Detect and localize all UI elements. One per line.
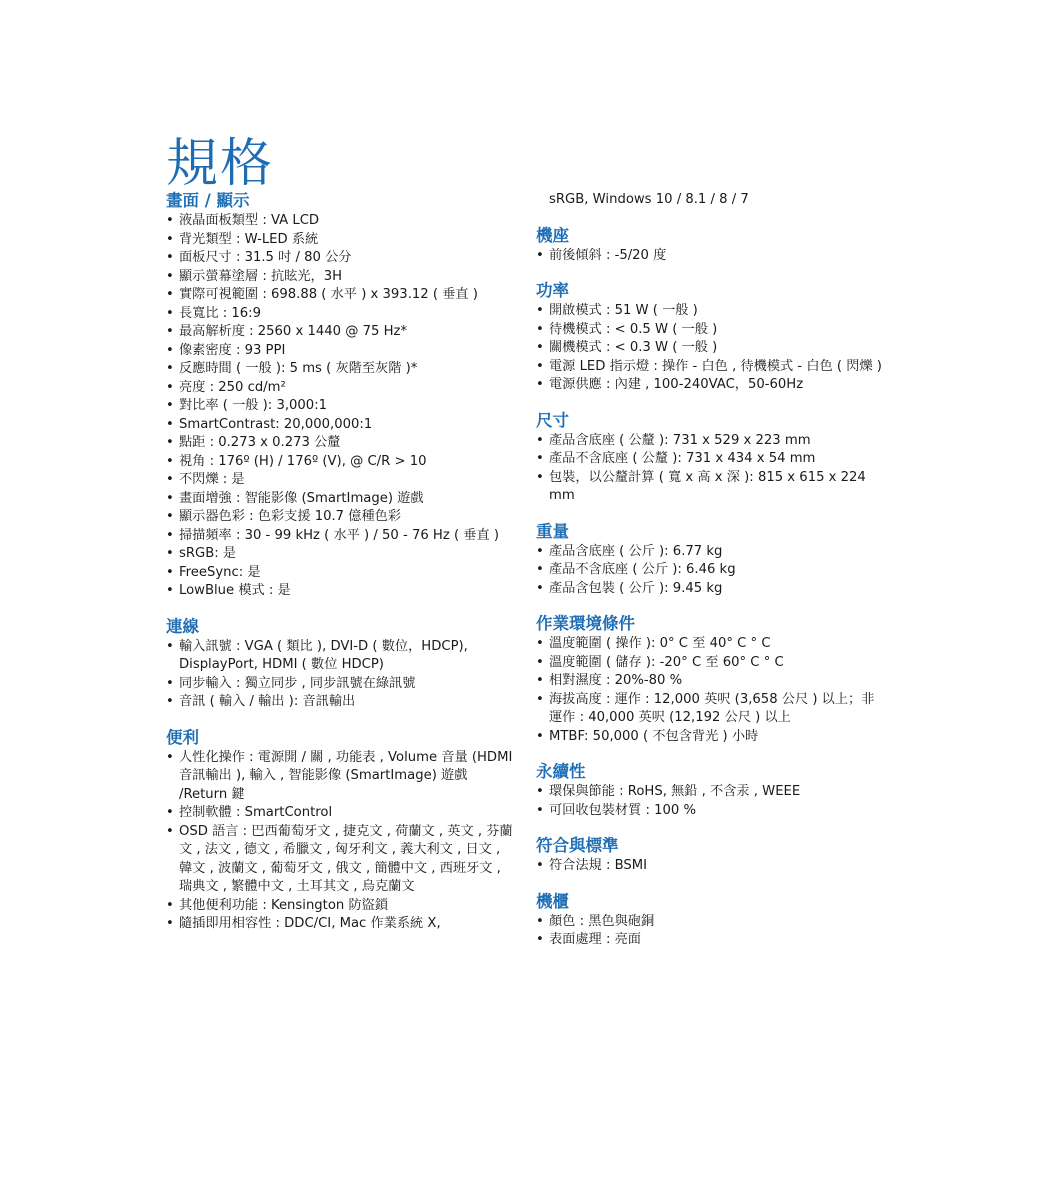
spec-item: • 控制軟體 : SmartControl — [166, 804, 516, 823]
section-title: 符合與標準 — [536, 836, 619, 855]
spec-list — [536, 783, 886, 820]
spec-item: • 產品含底座 ( 公釐 ): 731 x 529 x 223 mm — [536, 432, 886, 451]
spec-item: • 相對濕度 : 20%-80 % — [536, 672, 886, 691]
spec-section — [166, 728, 516, 934]
spec-list — [166, 749, 516, 934]
spec-list — [166, 638, 516, 712]
spec-item: • 視角 : 176º (H) / 176º (V), @ C/R > 10 — [166, 453, 516, 472]
spec-list — [166, 212, 516, 601]
spec-item: • 電源供應 : 內建 , 100-240VAC，50-60Hz — [536, 376, 886, 395]
spec-item: • 關機模式 : < 0.3 W ( 一般 ) — [536, 339, 886, 358]
spec-item: • SmartContrast: 20,000,000:1 — [166, 416, 516, 435]
section-title: 作業環境條件 — [536, 614, 635, 633]
spec-item: • 溫度範圍 ( 儲存 ): -20° C 至 60° C ° C — [536, 654, 886, 673]
spec-section — [536, 522, 886, 599]
spec-item: • 不閃爍 : 是 — [166, 471, 516, 490]
spec-item: • 顯示螢幕塗層 : 抗眩光，3H — [166, 268, 516, 287]
spec-section — [166, 617, 516, 712]
spec-list — [536, 857, 886, 876]
section-title: 功率 — [536, 281, 569, 300]
spec-item: • LowBlue 模式 : 是 — [166, 582, 516, 601]
spec-item: • 音訊 ( 輸入 / 輸出 ): 音訊輸出 — [166, 693, 516, 712]
spec-item: • 產品不含底座 ( 公斤 ): 6.46 kg — [536, 561, 886, 580]
left-column — [166, 191, 516, 950]
spec-item: • 像素密度 : 93 PPI — [166, 342, 516, 361]
spec-section — [536, 411, 886, 506]
spec-item: • MTBF: 50,000 ( 不包含背光 ) 小時 — [536, 728, 886, 747]
spec-list — [536, 635, 886, 746]
spec-list — [536, 543, 886, 599]
section-title: 機櫃 — [536, 891, 569, 911]
spec-section — [536, 892, 886, 950]
spec-item: • 顏色 : 黑色與砲銅 — [536, 913, 886, 932]
spec-section — [536, 226, 886, 266]
section-title: 機座 — [536, 225, 569, 245]
spec-item: • 反應時間 ( 一般 ): 5 ms ( 灰階至灰階 )* — [166, 360, 516, 379]
spec-item: • 畫面增強 : 智能影像 (SmartImage) 遊戲 — [166, 490, 516, 509]
spec-item: • 表面處理 : 亮面 — [536, 931, 886, 950]
spec-item: • 輸入訊號 : VGA ( 類比 ), DVI-D ( 數位，HDCP), DisplayPort, HDMI ( 數位 HDCP) — [166, 638, 516, 675]
spec-list — [536, 247, 886, 266]
spec-section — [536, 836, 886, 876]
spec-item: • 同步輸入 : 獨立同步 , 同步訊號在綠訊號 — [166, 675, 516, 694]
spec-item: • 其他便利功能 : Kensington 防盜鎖 — [166, 897, 516, 916]
right-column — [536, 191, 886, 966]
section-title: 永續性 — [536, 762, 586, 781]
spec-item: • 產品不含底座 ( 公釐 ): 731 x 434 x 54 mm — [536, 450, 886, 469]
spec-section — [536, 614, 886, 746]
section-title: 重量 — [536, 521, 569, 541]
spec-item: • 海拔高度 : 運作 : 12,000 英呎 (3,658 公尺 ) 以上；非運作 : 40,000 英呎 (12,192 公尺 ) 以上 — [536, 691, 886, 728]
continuation-line: sRGB, Windows 10 / 8.1 / 8 / 7 — [549, 192, 749, 207]
spec-item: • FreeSync: 是 — [166, 564, 516, 583]
spec-item: • OSD 語言 : 巴西葡萄牙文 , 捷克文 , 荷蘭文 , 英文 , 芬蘭文 , 法文 , 德文 , 希臘文 , 匈牙利文 , 義大利文 , 日文 , 韓文 , 波蘭文 , 葡萄牙文 , 俄文 , 簡體中文 , 西班牙文 , 瑞典文 , 繁體中文 , 土耳其文 , 烏克蘭文 — [166, 823, 516, 897]
section-title: 尺寸 — [536, 410, 569, 430]
spec-item: • 產品含包裝 ( 公斤 ): 9.45 kg — [536, 580, 886, 599]
spec-item: • 面板尺寸 : 31.5 吋 / 80 公分 — [166, 249, 516, 268]
spec-item: • 環保與節能 : RoHS, 無鉛 , 不含汞 , WEEE — [536, 783, 886, 802]
spec-item: • 開啟模式 : 51 W ( 一般 ) — [536, 302, 886, 321]
spec-list — [536, 913, 886, 950]
spec-item: • 對比率 ( 一般 ): 3,000:1 — [166, 397, 516, 416]
spec-item: • 前後傾斜 : -5/20 度 — [536, 247, 886, 266]
page-title: 規格 — [166, 133, 275, 194]
spec-item: • 待機模式 : < 0.5 W ( 一般 ) — [536, 321, 886, 340]
spec-item: • 電源 LED 指示燈 : 操作 - 白色 , 待機模式 - 白色 ( 閃爍 ) — [536, 358, 886, 377]
section-title: 畫面 / 顯示 — [166, 191, 250, 210]
spec-item: • 亮度 : 250 cd/m² — [166, 379, 516, 398]
spec-list — [536, 432, 886, 506]
spec-item: • 符合法規 : BSMI — [536, 857, 886, 876]
spec-item: • 最高解析度 : 2560 x 1440 @ 75 Hz* — [166, 323, 516, 342]
spec-item: • 液晶面板類型 : VA LCD — [166, 212, 516, 231]
spec-item: • 隨插即用相容性 : DDC/CI, Mac 作業系統 X, — [166, 915, 516, 934]
spec-item: • 溫度範圍 ( 操作 ): 0° C 至 40° C ° C — [536, 635, 886, 654]
spec-item: • 可回收包裝材質 : 100 % — [536, 802, 886, 821]
spec-section — [536, 281, 886, 395]
spec-item: • sRGB: 是 — [166, 545, 516, 564]
section-title: 便利 — [166, 727, 199, 747]
spec-item: • 掃描頻率 : 30 - 99 kHz ( 水平 ) / 50 - 76 Hz ( 垂直 ) — [166, 527, 516, 546]
section-title: 連線 — [166, 616, 199, 636]
spec-item: • 背光類型 : W-LED 系統 — [166, 231, 516, 250]
spec-item: • 顯示器色彩 : 色彩支援 10.7 億種色彩 — [166, 508, 516, 527]
spec-item: • 點距 : 0.273 x 0.273 公釐 — [166, 434, 516, 453]
spec-section — [166, 191, 516, 601]
spec-item: • 產品含底座 ( 公斤 ): 6.77 kg — [536, 543, 886, 562]
spec-item: • 人性化操作 : 電源開 / 關 , 功能表 , Volume 音量 (HDMI 音訊輸出 ), 輸入 , 智能影像 (SmartImage) 遊戲 /Return 鍵 — [166, 749, 516, 805]
spec-list — [536, 302, 886, 395]
spec-section — [536, 762, 886, 820]
spec-item: • 實際可視範圍 : 698.88 ( 水平 ) x 393.12 ( 垂直 ) — [166, 286, 516, 305]
spec-item: • 長寬比 : 16:9 — [166, 305, 516, 324]
spec-item: • 包裝，以公釐計算 ( 寬 x 高 x 深 ): 815 x 615 x 224 mm — [536, 469, 886, 506]
